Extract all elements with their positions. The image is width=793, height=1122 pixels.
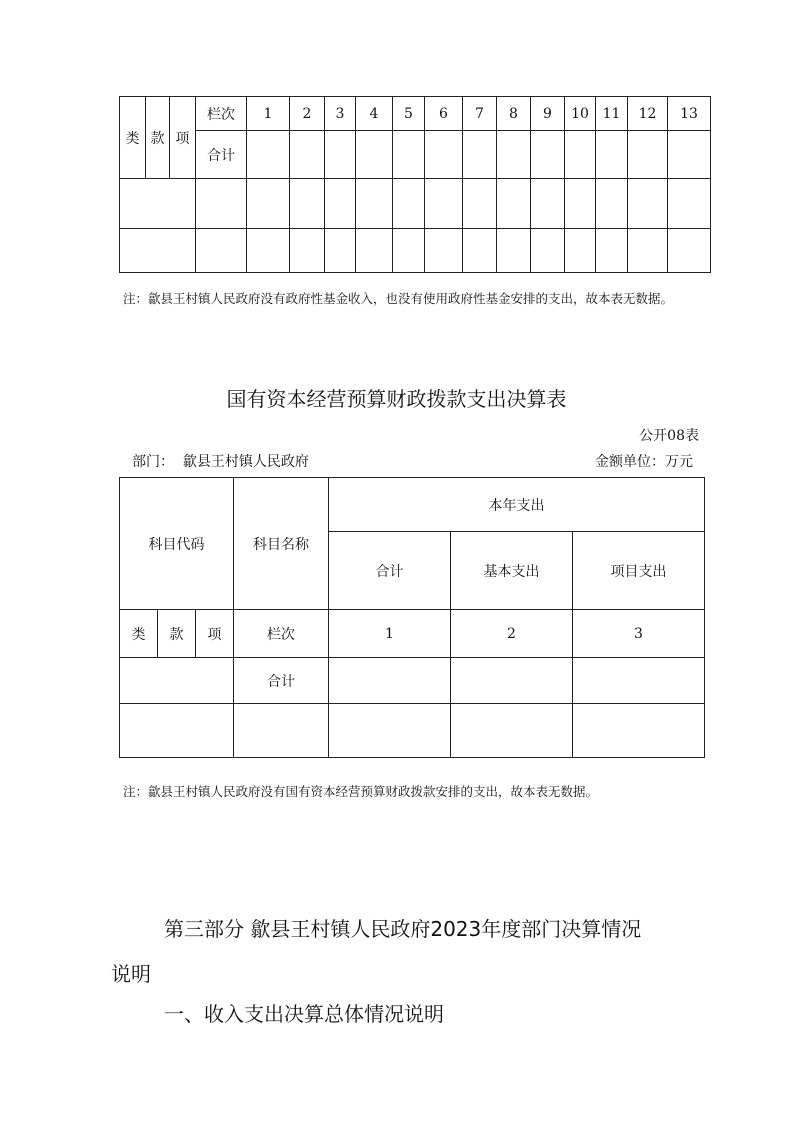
department-name: 歙县王村镇人民政府 [182, 454, 309, 470]
department [132, 451, 309, 471]
col-num-13: 13 [668, 97, 711, 131]
col-num-3: 3 [573, 610, 705, 658]
col-xiang: 项 [196, 610, 234, 658]
col-num-1: 1 [329, 610, 451, 658]
header-project: 项目支出 [573, 532, 705, 610]
col-num-2: 2 [290, 97, 325, 131]
section-subtitle: 一、收入支出决算总体情况说明 [164, 1002, 444, 1026]
empty-cell [120, 704, 234, 758]
row-label-total: 合计 [234, 658, 329, 704]
fund-table [119, 96, 711, 273]
col-num-7: 7 [463, 97, 497, 131]
amount-unit: 金额单位：万元 [595, 454, 693, 470]
col-num-1: 1 [247, 97, 290, 131]
empty-cell [120, 179, 196, 229]
table2-code: 公开08表 [639, 428, 699, 444]
col-num-8: 8 [497, 97, 531, 131]
col-num-6: 6 [425, 97, 463, 131]
header-basic: 基本支出 [451, 532, 573, 610]
note-fund-table: 注：歙县王村镇人民政府没有政府性基金收入，也没有使用政府性基金安排的支出，故本表无数据。 [123, 291, 674, 306]
header-code: 科目代码 [120, 478, 234, 610]
col-num-11: 11 [596, 97, 628, 131]
col-kuan: 款 [146, 97, 170, 179]
col-num-12: 12 [628, 97, 668, 131]
section-title: 第三部分 歙县王村镇人民政府2023年度部门决算情况 [164, 917, 642, 941]
col-lei: 类 [120, 97, 146, 179]
col-num-9: 9 [531, 97, 565, 131]
col-lei: 类 [120, 610, 158, 658]
col-num-3: 3 [325, 97, 356, 131]
col-num-5: 5 [393, 97, 425, 131]
col-num-4: 4 [356, 97, 393, 131]
header-current-year: 本年支出 [329, 478, 705, 532]
row-label-total: 合计 [196, 131, 247, 179]
table2-title: 国有资本经营预算财政拨款支出决算表 [226, 387, 567, 411]
row-label-lanci: 栏次 [196, 97, 247, 131]
note-state-capital-table: 注：歙县王村镇人民政府没有国有资本经营预算财政拨款安排的支出，故本表无数据。 [123, 784, 599, 799]
empty-cell [120, 658, 234, 704]
header-name: 科目名称 [234, 478, 329, 610]
header-total: 合计 [329, 532, 451, 610]
state-capital-table [119, 477, 705, 758]
row-label-lanci: 栏次 [234, 610, 329, 658]
department-label: 部门： [132, 454, 174, 470]
col-kuan: 款 [158, 610, 196, 658]
col-num-10: 10 [565, 97, 596, 131]
col-num-2: 2 [451, 610, 573, 658]
empty-cell [120, 229, 196, 273]
col-xiang: 项 [170, 97, 196, 179]
section-title-continued: 说明 [111, 962, 151, 986]
